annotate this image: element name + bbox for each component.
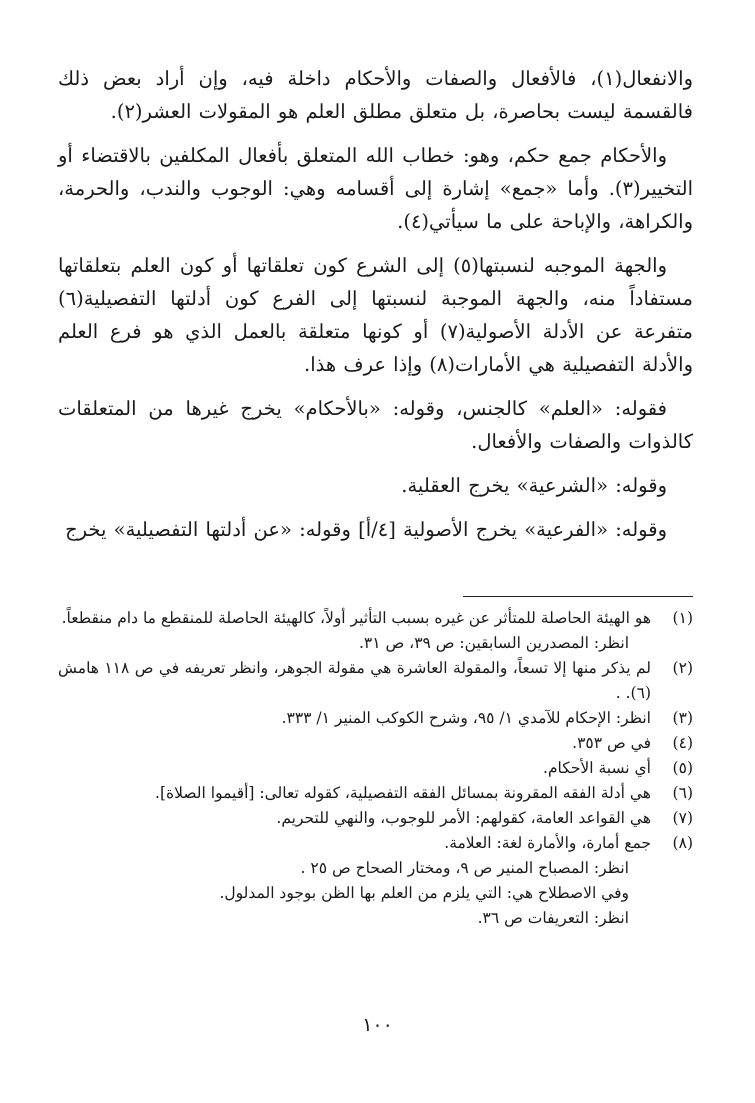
footnote-text: في ص ٣٥٣.	[572, 734, 651, 752]
footnote-text: هو الهيئة الحاصلة للمتأثر عن غيره بسبب التأثير أولاً، كالهيئة الحاصلة للمنقطع ما دام منقطعاً.	[61, 609, 651, 627]
paragraph-2: والأحكام جمع حكم، وهو: خطاب الله المتعلق بأفعال المكلفين بالاقتضاء أو التخيير(٣). وأما «جمع» إشارة إلى أقسامه وهي: الوجوب والندب، والحرمة، والكراهة، والإباحة على ما سيأتي(٤).	[58, 144, 693, 233]
footnote-divider	[463, 596, 693, 597]
footnote-number: (٢)	[672, 659, 693, 677]
footnote-number: (٣)	[672, 709, 693, 727]
footnote-reference: انظر: التعريفات ص ٣٦.	[477, 909, 629, 927]
footnote-number: (١)	[672, 609, 693, 627]
footnote-2	[58, 656, 693, 706]
footnote-number: (٥)	[672, 759, 693, 777]
footnote-reference: انظر: المصباح المنير ص ٩، ومختار الصحاح ص ٢٥ .	[300, 859, 629, 877]
footnote-text: جمع أمارة، والأمارة لغة: العلامة.	[444, 834, 651, 852]
footnotes	[58, 606, 693, 931]
footnote-4	[58, 731, 693, 756]
footnote-6	[58, 781, 693, 806]
paragraph-3: والجهة الموجبه لنسبتها(٥) إلى الشرع كون تعلقاتها أو كون العلم بتعلقاتها مستفاداً منه، والجهة الموجبة لنسبتها إلى الفرع كون أدلتها التفصيلية(٦) متفرعة عن الأدلة الأصولية(٧) أو كونها متعلقة بالعمل الذي هو فرع العلم والأدلة التفصيلية هي الأمارات(٨) وإذا عرف هذا.	[58, 254, 693, 376]
footnote-number: (٦)	[672, 784, 693, 802]
footnote-number: (٤)	[672, 734, 693, 752]
footnote-number: (٨)	[672, 834, 693, 852]
footnote-7	[58, 806, 693, 831]
footnote-8	[58, 831, 693, 931]
paragraph-6: وقوله: «الفرعية» يخرج الأصولية [٤/أ] وقوله: «عن أدلتها التفصيلية» يخرج	[65, 518, 667, 541]
footnote-reference: وفي الاصطلاح هي: التي يلزم من العلم بها الظن بوجود المدلول.	[219, 884, 629, 902]
paragraph-4: فقوله: «العلم» كالجنس، وقوله: «بالأحكام» يخرج غيرها من المتعلقات كالذوات والصفات والأفعال.	[58, 397, 693, 453]
footnote-1	[58, 606, 693, 656]
footnote-text: انظر: الإحكام للآمدي ١/ ٩٥، وشرح الكوكب المنير ١/ ٣٣٣.	[281, 709, 651, 727]
footnote-text: لم يذكر منها إلا تسعاً، والمقولة العاشرة هي مقولة الجوهر، وانظر تعريفه في ص ١١٨ هامش (٦). .	[58, 659, 651, 702]
paragraph-1: والانفعال(١)، فالأفعال والصفات والأحكام داخلة فيه، وإن أراد بعض ذلك فالقسمة ليست بحاصرة، بل متعلق مطلق العلم هو المقولات العشر(٢).	[58, 67, 693, 123]
footnote-number: (٧)	[672, 809, 693, 827]
footnote-text: هي القواعد العامة، كقولهم: الأمر للوجوب، والنهي للتحريم.	[276, 809, 651, 827]
page-number: ١٠٠	[362, 1014, 393, 1036]
footnote-text: هي أدلة الفقه المقرونة بمسائل الفقه التفصيلية، كقوله تعالى: [أقيموا الصلاة].	[155, 784, 651, 802]
footnote-text: أي نسبة الأحكام.	[543, 759, 651, 777]
paragraph-5: وقوله: «الشرعية» يخرج العقلية.	[401, 474, 667, 497]
footnote-5	[58, 756, 693, 781]
footnote-3	[58, 706, 693, 731]
footnote-reference: انظر: المصدرين السابقين: ص ٣٩، ص ٣١.	[358, 634, 629, 652]
main-text	[58, 62, 693, 557]
